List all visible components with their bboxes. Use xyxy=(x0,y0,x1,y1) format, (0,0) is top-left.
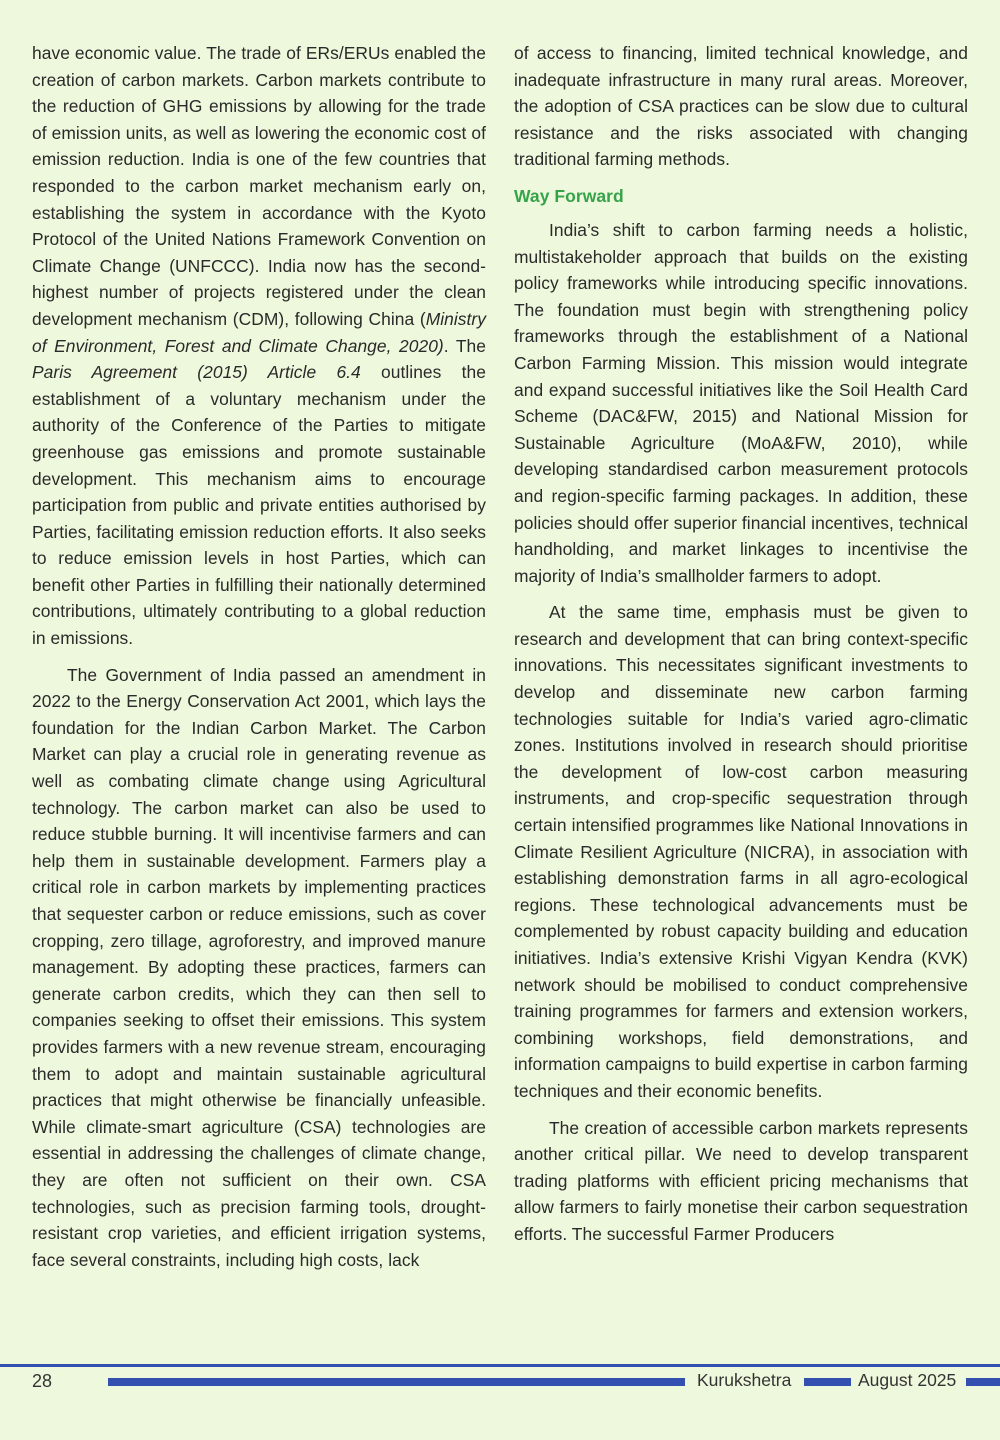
page-number: 28 xyxy=(32,1371,53,1391)
footer-bar-end xyxy=(966,1378,1000,1386)
footer-bar-separator xyxy=(804,1378,851,1386)
citation-paris-agreement: Paris Agreement (2015) Article 6.4 xyxy=(32,362,361,383)
paragraph-government-amendment: The Government of India passed an amendment in 2022 to the Energy Conservation Act 2001, which lays the foundation for the Indian Carbon Market. The Carbon Market can play a crucial role in generating revenue as well as combating climate change using Agricultural technology. The carbon market can also be used to reduce stubble burning. It will incentivise farmers and can help them in sustainable development. Farmers play a critical role in carbon markets by implementing practices that sequester carbon or reduce emissions, such as cover cropping, zero tillage, agroforestry, and improved manure management. By adopting these practices, farmers can generate carbon credits, which they can then sell to companies seeking to offset their emissions. This system provides farmers with a new revenue stream, encouraging them to adopt and maintain sustainable agricultural practices that might otherwise be financially unfeasible. While climate-smart agriculture (CSA) technologies are essential in addressing the challenges of climate change, they are often not sufficient on their own. CSA technologies, such as precision farming tools, drought-resistant crop varieties, and efficient irrigation systems, face several constraints, including high costs, lack xyxy=(32,664,486,1270)
paragraph-holistic-approach: India’s shift to carbon farming needs a holistic, multistakeholder approach that builds on the existing policy frameworks while introducing specific innovations. The foundation must begin with strengthening policy frameworks through the establishment of a National Carbon Farming Mission. This mission would integrate and expand successful initiatives like the Soil Health Card Scheme (DAC&FW, 2015) and National Mission for Sustainable Agriculture (MoA&FW, 2010), while developing standardised carbon measurement protocols and region-specific farming packages. In addition, these policies should offer superior financial incentives, technical handholding, and market linkages to incentivise the majority of India’s smallholder farmers to adopt. xyxy=(514,219,968,586)
footer-bar-decoration xyxy=(108,1378,685,1386)
right-column xyxy=(514,40,968,1258)
paragraph-carbon-markets: have economic value. The trade of ERs/ERUs enabled the creation of carbon markets. Carbon markets contribute to the reduction of GHG emissions by allowing for the trade of emission units, as well as lowering the economic cost of emission reduction. India is one of the few countries that responded to the carbon market mechanism early on, establishing the system in accordance with the Kyoto Protocol of the United Nations Framework Convention on Climate Change (UNFCCC). India now has the second-highest number of projects registered under the clean development mechanism (CDM), following China (Ministry of Environment, Forest and Climate Change, 2020). The Paris Agreement (2015) Article 6.4 outlines the establishment of a voluntary mechanism under the authority of the Conference of the Parties to mitigate greenhouse gas emissions and promote sustainable development. This mechanism aims to encourage participation from public and private entities authorised by Parties, facilitating emission reduction efforts. It also seeks to reduce emission levels in host Parties, which can benefit other Parties in fulfilling their nationally determined contributions, ultimately contributing to a global reduction in emissions. xyxy=(32,43,487,649)
section-heading-way-forward: Way Forward xyxy=(514,185,624,206)
issue-date: August 2025 xyxy=(858,1370,957,1390)
citation-moefcc: Ministry of Environment, Forest and Climate Change, 2020) xyxy=(32,308,486,356)
left-column xyxy=(32,40,486,1283)
footer-rule xyxy=(0,1364,1000,1367)
paragraph-research-development: At the same time, emphasis must be given to research and development that can bring context-specific innovations. This necessitates significant investments to develop and disseminate new carbon farming technologies suitable for India’s varied agro-climatic zones. Institutions involved in research should prioritise the development of low-cost carbon measuring instruments, and crop-specific sequestration through certain intensified programmes like National Innovations in Climate Resilient Agriculture (NICRA), in association with establishing demonstration farms in all agro-ecological regions. These technological advancements must be complemented by robust capacity building and education initiatives. India’s extensive Krishi Vigyan Kendra (KVK) network should be mobilised to conduct comprehensive training programmes for farmers and extension workers, combining workshops, field demonstrations, and information campaigns to build expertise in carbon farming techniques and their economic benefits. xyxy=(514,602,968,1101)
footer xyxy=(0,1372,1000,1394)
paragraph-continuation: of access to financing, limited technical knowledge, and inadequate infrastructure in many rural areas. Moreover, the adoption of CSA practices can be slow due to cultural resistance and the risks associated with changing traditional farming methods. xyxy=(514,43,968,170)
paragraph-carbon-markets-pillar: The creation of accessible carbon markets represents another critical pillar. We need to develop transparent trading platforms with efficient pricing mechanisms that allow farmers to fairly monetise their carbon sequestration efforts. The successful Farmer Producers xyxy=(514,1117,968,1244)
publication-name: Kurukshetra xyxy=(697,1370,792,1390)
